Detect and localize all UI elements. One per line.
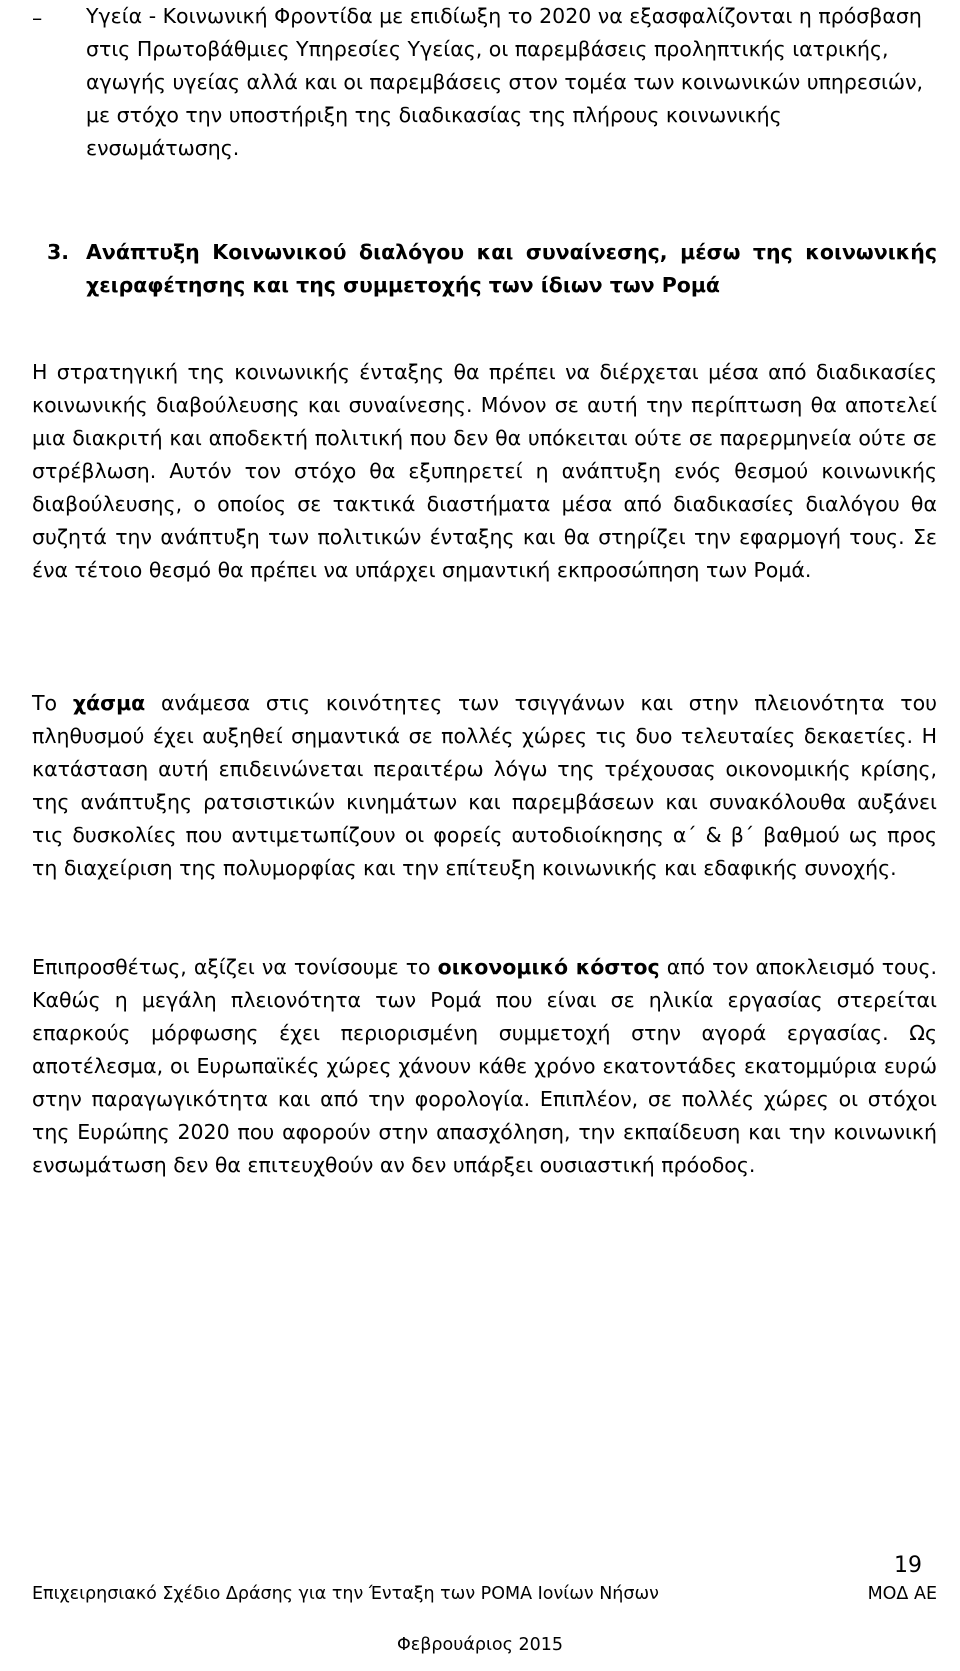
bullet-item (32, 0, 937, 165)
page-number: 19 (894, 1553, 922, 1578)
paragraph-2-rest: ανάμεσα στις κοινότητες των τσιγγάνων και στην πλειονότητα του πληθυσμού έχει αυξηθεί σημαντικά σε πολλές χώρες τις δυο τελευταίες δεκαετίες. Η κατάσταση αυτή επιδεινώνεται περαιτέρω λόγω της τρέχουσας οικονομικής κρίσης, της ανάπτυξης ρατσιστικών κινημάτων και παρεμβάσεων και συνακόλουθα αυξάνει τις δυσκολίες που αντιμετωπίζουν οι φορείς αυτοδιοίκησης α΄ & β΄ βαθμού ως προς τη διαχείριση της πολυμορφίας και την επίτευξη κοινωνικής και εδαφικής συνοχής. (32, 691, 937, 880)
paragraph-3 (32, 951, 937, 1182)
footer (32, 1584, 937, 1604)
bullet-text: Υγεία - Κοινωνική Φροντίδα με επιδίωξη το 2020 να εξασφαλίζονται η πρόσβαση στις Πρωτοβάθμιες Υπηρεσίες Υγείας, οι παρεμβάσεις προληπτικής ιατρικής, αγωγής υγείας αλλά και οι παρεμβάσεις στον τομέα των κοινωνικών υπηρεσιών, με στόχο την υποστήριξη της διαδικασίας της πλήρους κοινωνικής ενσωμάτωσης. (86, 4, 924, 160)
paragraph-3-bold: οικονομικό κόστος (437, 955, 660, 979)
section-number: 3. (47, 240, 70, 264)
paragraph-2-start: Το (32, 691, 73, 715)
section-heading (32, 236, 937, 302)
footer-date: Φεβρουάριος 2015 (397, 1635, 563, 1655)
footer-organization: ΜΟΔ ΑΕ (867, 1584, 937, 1604)
paragraph-2-bold: χάσμα (72, 691, 146, 715)
paragraph-1: Η στρατηγική της κοινωνικής ένταξης θα πρέπει να διέρχεται μέσα από διαδικασίες κοινωνικής διαβούλευσης και συναίνεσης. Μόνον σε αυτή την περίπτωση θα αποτελεί μια διακριτή και αποδεκτή πολιτική που δεν θα υπόκειται ούτε σε παρερμηνεία ούτε σε στρέβλωση. Αυτόν τον στόχο θα εξυπηρετεί η ανάπτυξη ενός θεσμού κοινωνικής διαβούλευσης, ο οποίος σε τακτικά διαστήματα μέσα από διαδικασίες διαλόγου θα συζητά την ανάπτυξη των πολιτικών ένταξης και θα στηρίζει την εφαρμογή τους. Σε ένα τέτοιο θεσμό θα πρέπει να υπάρχει σημαντική εκπροσώπηση των Ρομά. (32, 360, 937, 582)
paragraph-3-start: Επιπροσθέτως, αξίζει να τονίσουμε το (32, 955, 438, 979)
footer-document-title: Επιχειρησιακό Σχέδιο Δράσης για την Ένταξη των ΡΟΜΑ Ιονίων Νήσων (32, 1584, 659, 1604)
paragraph-2 (32, 687, 937, 885)
paragraph-3-rest: από τον αποκλεισμό τους. Καθώς η μεγάλη πλειονότητα των Ρομά που είναι σε ηλικία εργασίας στερείται επαρκούς μόρφωσης έχει περιορισμένη συμμετοχή στην αγορά εργασίας. Ως αποτέλεσμα, οι Ευρωπαϊκές χώρες χάνουν κάθε χρόνο εκατοντάδες εκατομμύρια ευρώ στην παραγωγικότητα και από την φορολογία. Επιπλέον, σε πολλές χώρες οι στόχοι της Ευρώπης 2020 που αφορούν στην απασχόληση, την εκπαίδευση και την κοινωνική ενσωμάτωση δεν θα επιτευχθούν αν δεν υπάρξει ουσιαστική πρόοδος. (32, 955, 937, 1177)
section-title: Ανάπτυξη Κοινωνικού διαλόγου και συναίνεσης, μέσω της κοινωνικής χειραφέτησης και της συμμετοχής των ίδιων των Ρομά (86, 240, 937, 297)
bullet-dash: – (32, 6, 43, 30)
